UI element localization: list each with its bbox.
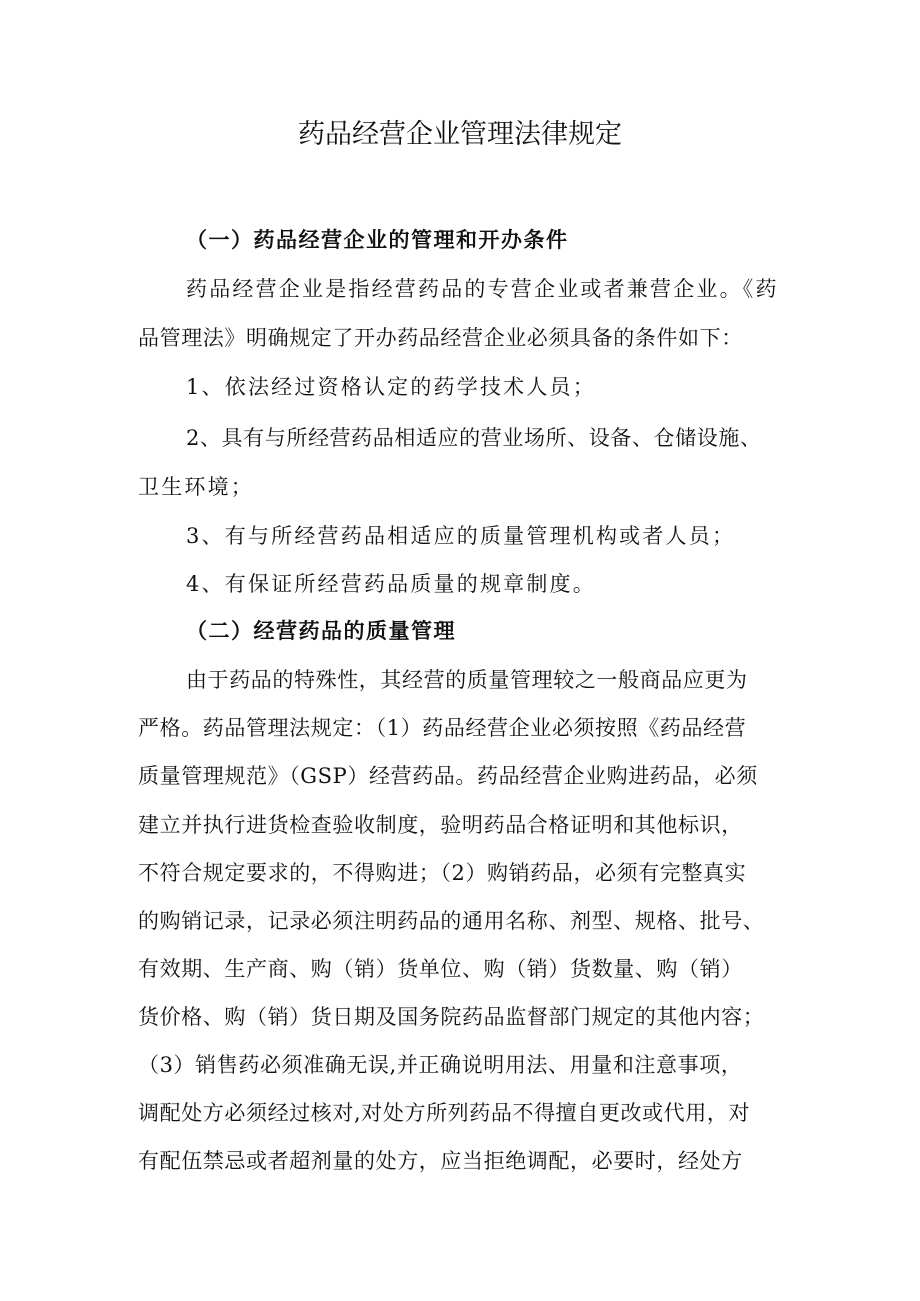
document-title: 药品经营企业管理法律规定 [298,119,622,150]
list-item-1: 1、依法经过资格认定的药学技术人员； [186,375,596,399]
list-item-4: 4、有保证所经营药品质量的规章制度。 [186,572,596,596]
paragraph-line: 品管理法》明确规定了开办药品经营企业必须具备的条件如下： [138,326,743,350]
paragraph-line: 严格。药品管理法规定：（1）药品经营企业必须按照《药品经营 [138,716,747,740]
paragraph-line: 的购销记录，记录必须注明药品的通用名称、剂型、规格、批号、 [138,909,765,933]
paragraph-line: 货价格、购（销）货日期及国务院药品监督部门规定的其他内容； [138,1005,765,1029]
paragraph-line: 不符合规定要求的，不得购进；（2）购销药品，必须有完整真实 [138,861,747,885]
list-item-3: 3、有与所经营药品相适应的质量管理机构或者人员； [186,524,736,548]
paragraph-line: （3）销售药必须准确无误,并正确说明用法、用量和注意事项， [138,1053,743,1077]
section-heading-1: （一）药品经营企业的管理和开办条件 [186,227,569,252]
paragraph-line: 建立并执行进货检查验收制度，验明药品合格证明和其他标识， [138,813,743,837]
paragraph-line: 有配伍禁忌或者超剂量的处方，应当拒绝调配，必要时，经处方 [138,1149,743,1173]
paragraph-line: 调配处方必须经过核对,对处方所列药品不得擅自更改或代用，对 [138,1101,751,1125]
paragraph-line: 药品经营企业是指经营药品的专营企业或者兼营企业。《药 [186,277,779,301]
list-item-2-cont: 卫生环境； [138,475,254,499]
list-item-2: 2、具有与所经营药品相适应的营业场所、设备、仓储设施、 [186,426,762,450]
paragraph-line: 质量管理规范》（GSP）经营药品。药品经营企业购进药品，必须 [138,764,758,788]
section-heading-2: （二）经营药品的质量管理 [186,618,456,643]
paragraph-line: 由于药品的特殊性，其经营的质量管理较之一般商品应更为 [186,668,748,692]
paragraph-line: 有效期、生产商、购（销）货单位、购（销）货数量、购（销） [138,957,743,981]
